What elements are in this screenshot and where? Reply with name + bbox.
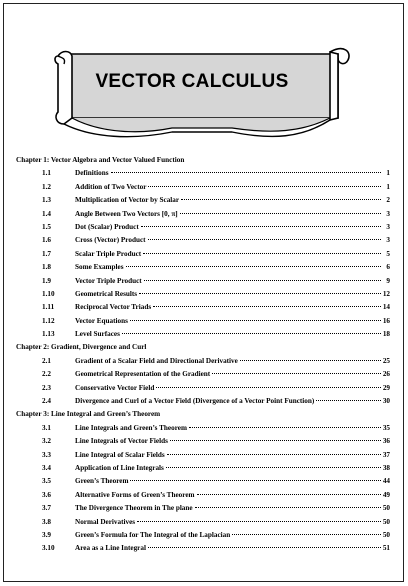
section-title: Some Examples bbox=[75, 263, 124, 272]
section-number: 1.8 bbox=[42, 263, 51, 272]
dot-leader bbox=[148, 547, 381, 548]
toc-entry[interactable] bbox=[16, 167, 390, 180]
page-number: 14 bbox=[382, 303, 390, 312]
page-number: 50 bbox=[382, 504, 390, 513]
section-title: Vector Equations bbox=[75, 316, 128, 325]
page-number: 49 bbox=[382, 490, 390, 499]
section-title: Vector Triple Product bbox=[75, 276, 142, 285]
toc-entry[interactable] bbox=[16, 449, 390, 462]
section-number: 1.10 bbox=[42, 289, 55, 298]
toc-entry[interactable] bbox=[16, 234, 390, 247]
toc-entry[interactable] bbox=[16, 435, 390, 448]
page-number: 44 bbox=[382, 477, 390, 486]
section-title: Green’s Formula for The Integral of the Laplacian bbox=[75, 530, 231, 539]
toc-entry[interactable] bbox=[16, 288, 390, 301]
page-number: 9 bbox=[386, 276, 390, 285]
dot-leader bbox=[180, 213, 381, 214]
dot-leader bbox=[170, 440, 381, 441]
section-number: 1.13 bbox=[42, 330, 55, 339]
page-number: 37 bbox=[382, 450, 390, 459]
section-number: 1.1 bbox=[42, 169, 51, 178]
section-number: 1.11 bbox=[42, 303, 55, 312]
page-number: 3 bbox=[386, 222, 390, 231]
section-number: 1.4 bbox=[42, 209, 51, 218]
toc-entry[interactable] bbox=[16, 208, 390, 221]
toc-entry[interactable] bbox=[16, 194, 390, 207]
toc-entry[interactable] bbox=[16, 395, 390, 408]
dot-leader bbox=[212, 373, 381, 374]
section-title: Dot (Scalar) Product bbox=[75, 222, 139, 231]
section-number: 3.10 bbox=[42, 544, 55, 553]
section-number: 1.12 bbox=[42, 316, 55, 325]
dot-leader bbox=[240, 360, 381, 361]
section-title: Application of Line Integrals bbox=[75, 463, 164, 472]
toc-entry[interactable] bbox=[16, 328, 390, 341]
dot-leader bbox=[130, 480, 380, 481]
toc-entry[interactable] bbox=[16, 181, 390, 194]
section-number: 3.8 bbox=[42, 517, 51, 526]
chapter-heading: Chapter 3: Line Integral and Green’s Theorem bbox=[16, 410, 161, 419]
section-number: 3.7 bbox=[42, 504, 51, 513]
page-number: 3 bbox=[386, 236, 390, 245]
page-number: 38 bbox=[382, 463, 390, 472]
section-number: 3.4 bbox=[42, 463, 51, 472]
section-title: Normal Derivatives bbox=[75, 517, 136, 526]
toc-entry[interactable] bbox=[16, 462, 390, 475]
toc-entry[interactable] bbox=[16, 422, 390, 435]
page-number: 25 bbox=[382, 356, 390, 365]
page-number: 18 bbox=[382, 330, 390, 339]
dot-leader bbox=[122, 333, 381, 334]
section-title: Gradient of a Scalar Field and Directional Derivative bbox=[75, 356, 238, 365]
page-number: 1 bbox=[386, 182, 390, 191]
dot-leader bbox=[166, 467, 381, 468]
page-number: 35 bbox=[382, 423, 390, 432]
dot-leader bbox=[153, 306, 381, 307]
page-number: 6 bbox=[386, 263, 390, 272]
chapter-heading: Chapter 1: Vector Algebra and Vector Valued Function bbox=[16, 156, 185, 164]
section-number: 1.7 bbox=[42, 249, 51, 258]
section-title: Line Integrals of Vector Fields bbox=[75, 437, 168, 446]
dot-leader bbox=[126, 266, 381, 267]
toc-entry[interactable] bbox=[16, 221, 390, 234]
dot-leader bbox=[137, 521, 381, 522]
section-title: Addition of Two Vector bbox=[75, 182, 147, 191]
page-number: 1 bbox=[386, 169, 390, 178]
section-number: 3.1 bbox=[42, 423, 51, 432]
section-title: Cross (Vector) Product bbox=[75, 236, 146, 245]
dot-leader bbox=[316, 400, 381, 401]
section-number: 1.2 bbox=[42, 182, 51, 191]
dot-leader bbox=[148, 239, 381, 240]
section-title: Area as a Line Integral bbox=[75, 544, 146, 553]
section-title: The Divergence Theorem in The plane bbox=[75, 504, 193, 513]
dot-leader bbox=[141, 226, 381, 227]
page-number: 30 bbox=[382, 397, 390, 406]
section-number: 2.3 bbox=[42, 383, 51, 392]
page-number: 50 bbox=[382, 517, 390, 526]
table-of-contents bbox=[16, 154, 390, 556]
dot-leader bbox=[139, 293, 381, 294]
toc-entry[interactable] bbox=[16, 475, 390, 488]
toc-entry[interactable] bbox=[16, 382, 390, 395]
page-number: 2 bbox=[386, 196, 390, 205]
section-title: Multiplication of Vector by Scalar bbox=[75, 196, 180, 205]
dot-leader bbox=[197, 494, 381, 495]
page-number: 12 bbox=[382, 289, 390, 298]
section-number: 3.5 bbox=[42, 477, 51, 486]
section-title: Definitions bbox=[75, 169, 109, 178]
section-number: 2.2 bbox=[42, 370, 51, 379]
section-title: Alternative Forms of Green’s Theorem bbox=[75, 490, 195, 499]
section-number: 2.1 bbox=[42, 356, 51, 365]
section-title: Geometrical Results bbox=[75, 289, 138, 298]
dot-leader bbox=[156, 387, 380, 388]
dot-leader bbox=[111, 172, 381, 173]
section-title: Conservative Vector Field bbox=[75, 383, 155, 392]
toc-entry[interactable] bbox=[16, 248, 390, 261]
toc-entry[interactable] bbox=[16, 355, 390, 368]
toc-entry[interactable] bbox=[16, 275, 390, 288]
section-number: 3.9 bbox=[42, 530, 51, 539]
section-title: Line Integral of Scalar Fields bbox=[75, 450, 165, 459]
dot-leader bbox=[148, 186, 381, 187]
page-number: 50 bbox=[382, 530, 390, 539]
section-title: Level Surfaces bbox=[75, 330, 120, 339]
section-title: Reciprocal Vector Triads bbox=[75, 303, 152, 312]
section-title: Scalar Triple Product bbox=[75, 249, 142, 258]
dot-leader bbox=[195, 507, 381, 508]
section-title: Divergence and Curl of a Vector Field (Divergence of a Vector Point Function) bbox=[75, 397, 315, 406]
section-title: Geometrical Representation of the Gradient bbox=[75, 370, 211, 379]
section-number: 1.5 bbox=[42, 222, 51, 231]
toc-entry[interactable] bbox=[16, 301, 390, 314]
section-number: 2.4 bbox=[42, 397, 51, 406]
section-number: 1.6 bbox=[42, 236, 51, 245]
section-title: Angle Between Two Vectors [0, π] bbox=[75, 209, 178, 218]
section-number: 3.6 bbox=[42, 490, 51, 499]
section-number: 3.2 bbox=[42, 437, 51, 446]
page-number: 26 bbox=[382, 370, 390, 379]
toc-entry[interactable] bbox=[16, 542, 390, 555]
toc-entry[interactable] bbox=[16, 516, 390, 529]
dot-leader bbox=[167, 454, 381, 455]
dot-leader bbox=[189, 427, 381, 428]
page-number: 51 bbox=[382, 544, 390, 553]
toc-entry[interactable] bbox=[16, 529, 390, 542]
section-title: Line Integrals and Green’s Theorem bbox=[75, 423, 187, 432]
toc-entry[interactable] bbox=[16, 261, 390, 274]
chapter-heading: Chapter 2: Gradient, Divergence and Curl bbox=[16, 343, 147, 352]
toc-entry[interactable] bbox=[16, 502, 390, 515]
toc-entry[interactable] bbox=[16, 489, 390, 502]
page-number: 29 bbox=[382, 383, 390, 392]
section-title: Green’s Theorem bbox=[75, 477, 129, 486]
dot-leader bbox=[144, 280, 381, 281]
dot-leader bbox=[232, 534, 381, 535]
dot-leader bbox=[143, 253, 381, 254]
section-number: 1.9 bbox=[42, 276, 51, 285]
section-number: 3.3 bbox=[42, 450, 51, 459]
page-number: 5 bbox=[386, 249, 390, 258]
page-number: 36 bbox=[382, 437, 390, 446]
toc-entry[interactable] bbox=[16, 315, 390, 328]
book-title: VECTOR CALCULUS bbox=[95, 71, 289, 92]
page-number: 3 bbox=[386, 209, 390, 218]
dot-leader bbox=[130, 320, 381, 321]
dot-leader bbox=[181, 199, 381, 200]
page-number: 16 bbox=[382, 316, 390, 325]
toc-entry[interactable] bbox=[16, 368, 390, 381]
section-number: 1.3 bbox=[42, 196, 51, 205]
